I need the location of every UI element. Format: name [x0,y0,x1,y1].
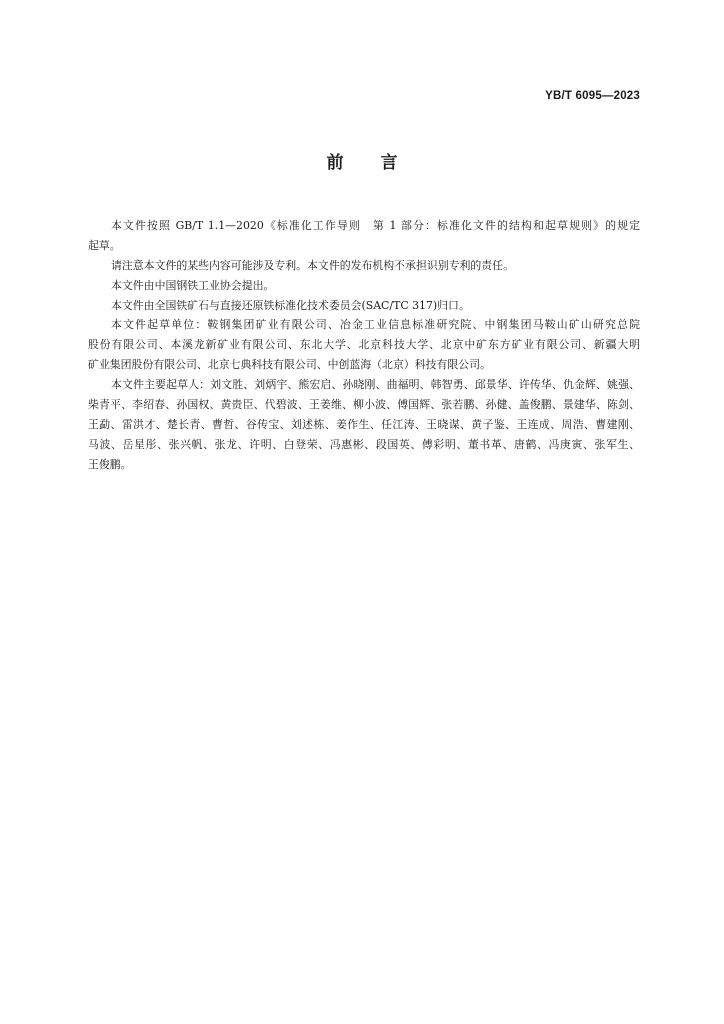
paragraph-line: 本文件由中国钢铁工业协会提出。 [111,278,275,292]
paragraph-line: 柴青平、李绍春、孙国权、黄贵臣、代碧波、王姜维、柳小波、傅国辉、张若鹏、孙健、盖俊鹏、景建华、陈剑、 [88,398,640,412]
paragraph-line: 马波、岳星彤、张兴帆、张龙、许明、白登荣、冯惠彬、段国英、傅彩明、董书革、唐鹤、冯庚寅、张军生、 [88,437,640,451]
paragraph-technical-committee [88,296,640,316]
standard-code: YB/T 6095—2023 [545,90,640,102]
paragraph-patent-notice [88,256,640,276]
paragraph-line: 本文件起草单位：鞍钢集团矿业有限公司、冶金工业信息标准研究院、中钢集团马鞍山矿山研究总院 [111,318,640,332]
paragraph-line: 股份有限公司、本溪龙新矿业有限公司、东北大学、北京科技大学、北京中矿东方矿业有限公司、新疆大明 [88,338,640,352]
paragraph-line: 起草。 [88,238,121,252]
paragraph-line: 王俊鹏。 [88,457,132,471]
foreword-body [88,216,640,475]
paragraph-main-drafters [88,375,640,474]
paragraph-line: 王勐、雷洪才、楚长青、曹哲、谷传宝、刘述栋、姜作生、任江涛、王晓谋、黄子鉴、王连成、周浩、曹建刚、 [88,417,640,431]
page-title: 前 言 [326,153,408,173]
paragraph-drafting-basis [88,216,640,256]
paragraph-line: 本文件主要起草人：刘文胜、刘炳宇、熊宏启、孙晓刚、曲福明、韩智勇、邱景华、许传华、仇金辉、姚强、 [111,378,640,392]
paragraph-line: 本文件按照 GB/T 1.1—2020《标准化工作导则 第 1 部分：标准化文件的结构和起草规则》的规定 [111,219,640,232]
paragraph-line: 矿业集团股份有限公司、北京七典科技有限公司、中创蓝海（北京）科技有限公司。 [88,358,491,372]
paragraph-proposer [88,276,640,296]
paragraph-line: 本文件由全国铁矿石与直接还原铁标准化技术委员会(SAC/TC 317)归口。 [111,298,470,312]
paragraph-line: 请注意本文件的某些内容可能涉及专利。本文件的发布机构不承担识别专利的责任。 [111,258,514,272]
paragraph-drafting-organizations [88,315,640,375]
